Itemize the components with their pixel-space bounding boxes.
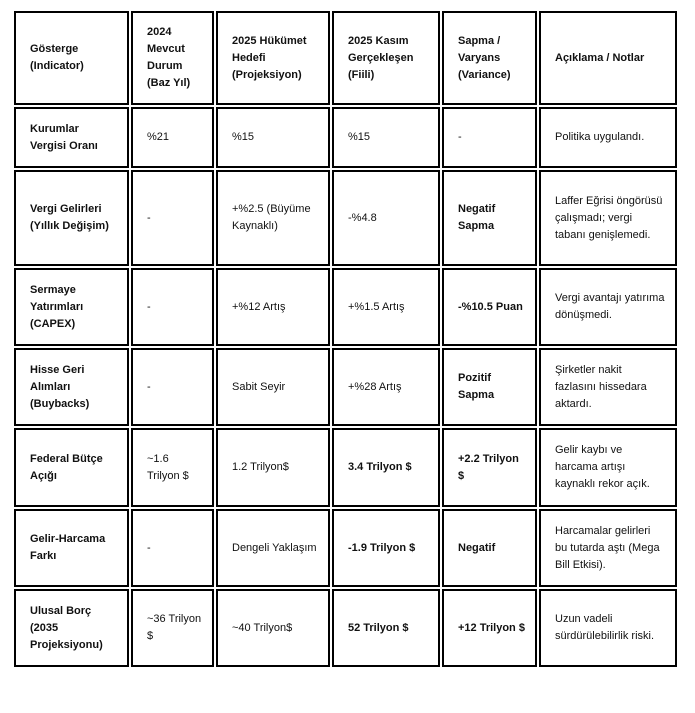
cell-target: Dengeli Yaklaşım <box>216 509 330 587</box>
cell-target: Sabit Seyir <box>216 348 330 426</box>
cell-actual: -%4.8 <box>332 170 440 266</box>
cell-base: ~36 Trilyon $ <box>131 589 214 667</box>
column-header: 2024 Mevcut Durum (Baz Yıl) <box>131 11 214 105</box>
cell-target: %15 <box>216 107 330 168</box>
cell-variance: -%10.5 Puan <box>442 268 537 346</box>
cell-target: ~40 Trilyon$ <box>216 589 330 667</box>
cell-indicator: Vergi Gelirleri (Yıllık Değişim) <box>14 170 129 266</box>
cell-variance: +12 Trilyon $ <box>442 589 537 667</box>
cell-notes: Uzun vadeli sürdürülebilirlik riski. <box>539 589 677 667</box>
table-row <box>14 589 677 667</box>
table-row <box>14 170 677 266</box>
cell-indicator: Sermaye Yatırımları (CAPEX) <box>14 268 129 346</box>
cell-variance: Negatif Sapma <box>442 170 537 266</box>
cell-variance: +2.2 Trilyon $ <box>442 428 537 507</box>
cell-indicator: Federal Bütçe Açığı <box>14 428 129 507</box>
cell-base: - <box>131 509 214 587</box>
cell-variance: - <box>442 107 537 168</box>
cell-target: 1.2 Trilyon$ <box>216 428 330 507</box>
cell-base: - <box>131 268 214 346</box>
cell-notes: Vergi avantajı yatırıma dönüşmedi. <box>539 268 677 346</box>
cell-base: - <box>131 348 214 426</box>
cell-target: +%2.5 (Büyüme Kaynaklı) <box>216 170 330 266</box>
cell-indicator: Ulusal Borç (2035 Projeksiyonu) <box>14 589 129 667</box>
cell-notes: Gelir kaybı ve harcama artışı kaynaklı rekor açık. <box>539 428 677 507</box>
table-row <box>14 428 677 507</box>
cell-variance: Pozitif Sapma <box>442 348 537 426</box>
cell-indicator: Gelir-Harcama Farkı <box>14 509 129 587</box>
indicator-table <box>12 9 679 669</box>
cell-actual: +%28 Artış <box>332 348 440 426</box>
cell-notes: Laffer Eğrisi öngörüsü çalışmadı; vergi tabanı genişlemedi. <box>539 170 677 266</box>
cell-actual: 3.4 Trilyon $ <box>332 428 440 507</box>
cell-base: - <box>131 170 214 266</box>
cell-actual: 52 Trilyon $ <box>332 589 440 667</box>
cell-base: %21 <box>131 107 214 168</box>
table-row <box>14 509 677 587</box>
cell-notes: Harcamalar gelirleri bu tutarda aştı (Mega Bill Etkisi). <box>539 509 677 587</box>
cell-actual: -1.9 Trilyon $ <box>332 509 440 587</box>
cell-target: +%12 Artış <box>216 268 330 346</box>
column-header: 2025 Kasım Gerçekleşen (Fiili) <box>332 11 440 105</box>
column-header: 2025 Hükümet Hedefi (Projeksiyon) <box>216 11 330 105</box>
cell-actual: %15 <box>332 107 440 168</box>
cell-actual: +%1.5 Artış <box>332 268 440 346</box>
cell-notes: Şirketler nakit fazlasını hissedara aktardı. <box>539 348 677 426</box>
table-row <box>14 268 677 346</box>
table-row <box>14 107 677 168</box>
column-header: Sapma / Varyans (Variance) <box>442 11 537 105</box>
cell-indicator: Kurumlar Vergisi Oranı <box>14 107 129 168</box>
column-header: Açıklama / Notlar <box>539 11 677 105</box>
cell-indicator: Hisse Geri Alımları (Buybacks) <box>14 348 129 426</box>
column-header: Gösterge (Indicator) <box>14 11 129 105</box>
table-row <box>14 348 677 426</box>
cell-base: ~1.6 Trilyon $ <box>131 428 214 507</box>
cell-variance: Negatif <box>442 509 537 587</box>
header-row <box>14 11 677 105</box>
cell-notes: Politika uygulandı. <box>539 107 677 168</box>
